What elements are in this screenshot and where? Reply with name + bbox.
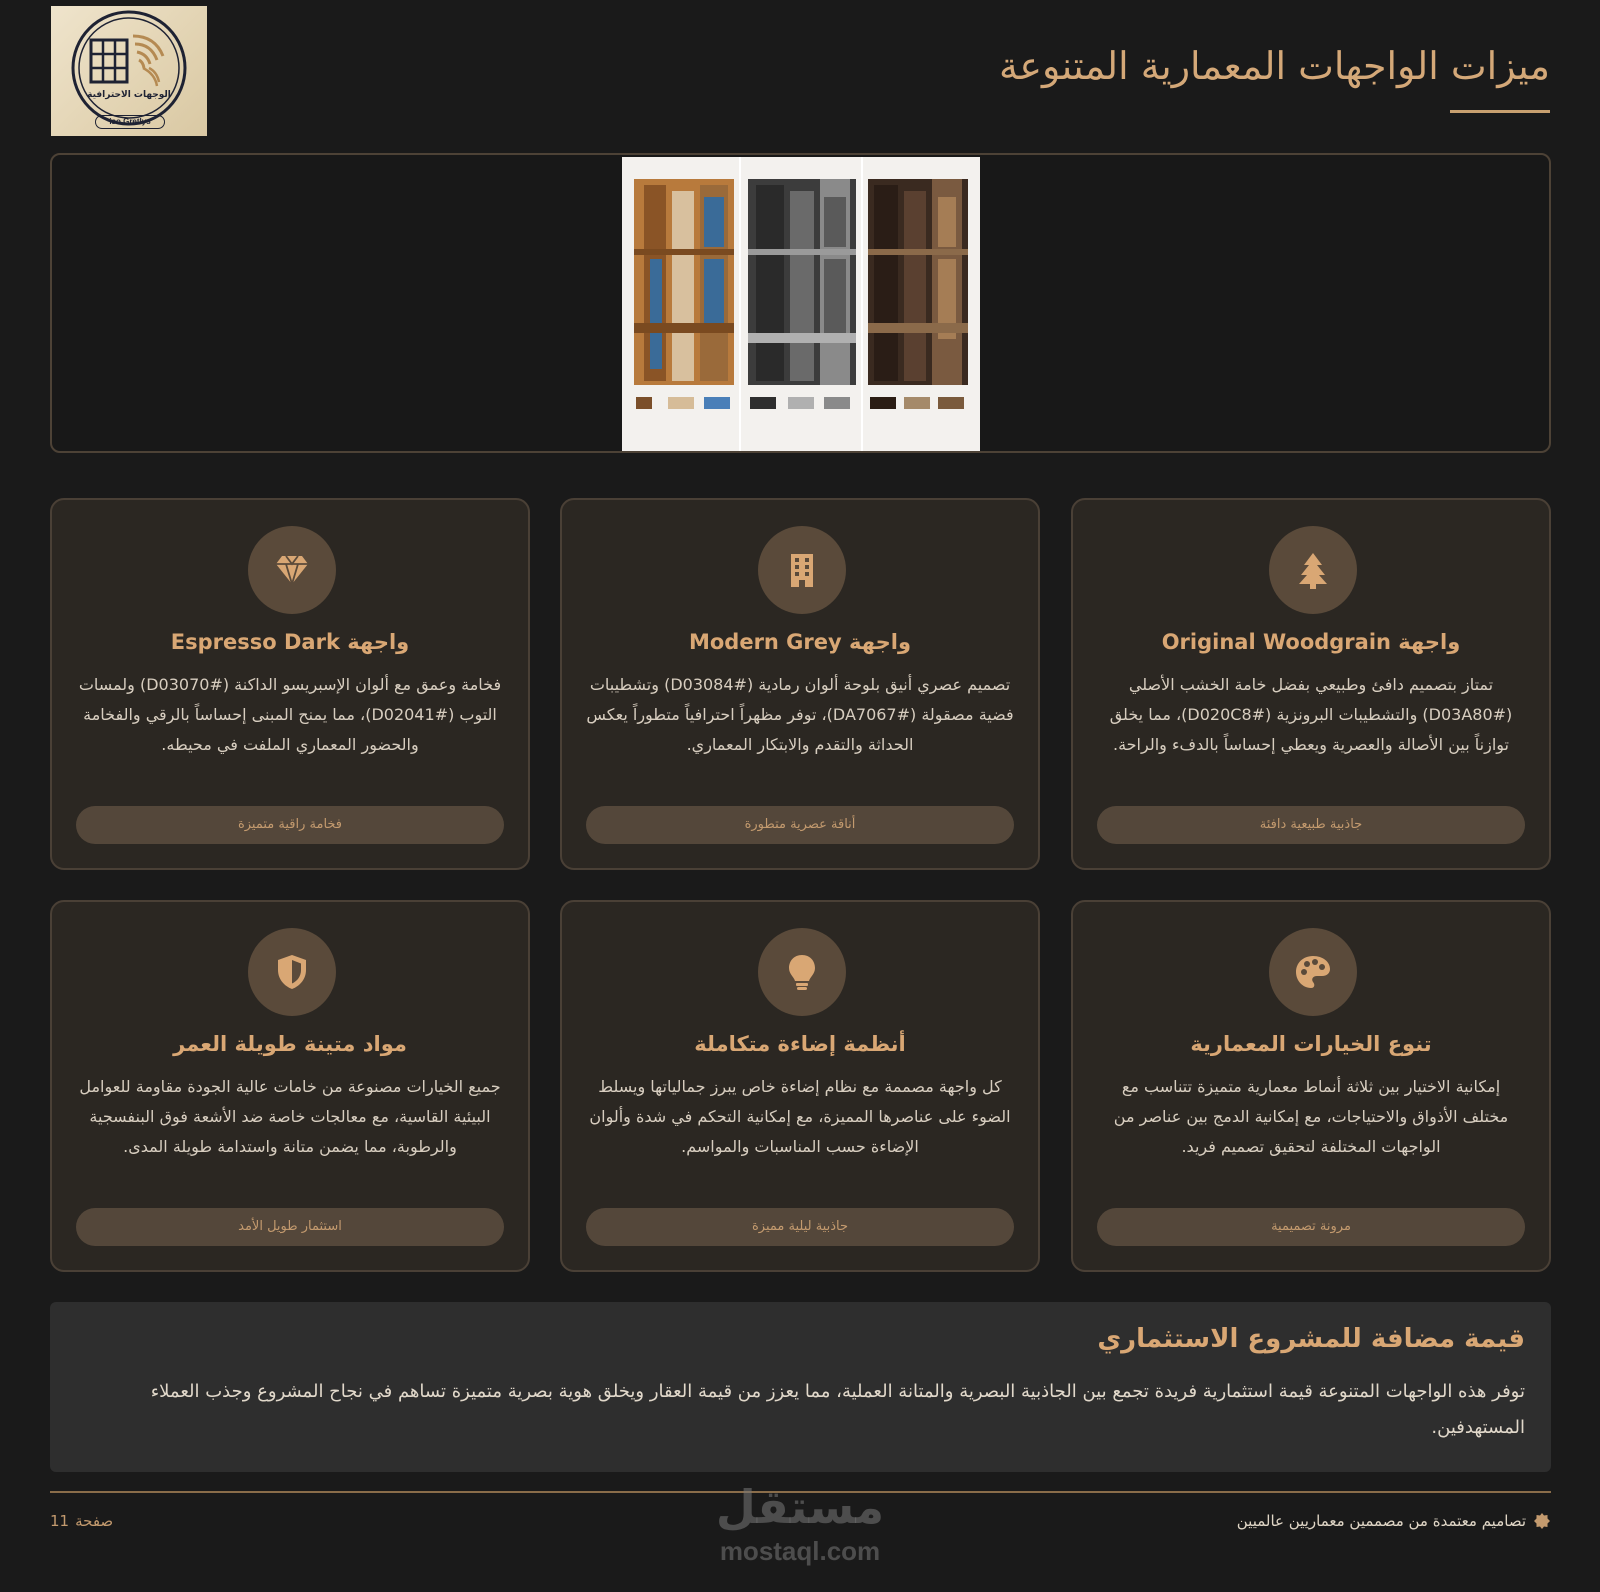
logo-english-text: iso Gretlys	[95, 115, 165, 129]
card-title: أنظمة إضاءة متكاملة	[694, 1032, 906, 1056]
card-tag: جاذبية ليلية مميزة	[586, 1208, 1014, 1246]
card-tag: مرونة تصميمية	[1097, 1208, 1525, 1246]
hero-banner	[50, 153, 1551, 453]
logo-arabic-text: الوجهات الاحترافية	[87, 90, 171, 100]
page-title: ميزات الواجهات المعمارية المتنوعة	[998, 44, 1550, 88]
card-text: إمكانية الاختيار بين ثلاثة أنماط معمارية متميزة تتناسب مع مختلف الأذواق والاحتياجات، مع إمكانية الدمج بين عناصر من الواجهات المختلفة لتحقيق تصميم فريد.	[1113, 1077, 1509, 1156]
tree-icon	[1293, 550, 1333, 590]
card-tag: أناقة عصرية متطورة	[586, 806, 1014, 844]
espresso-dark-facade	[868, 179, 968, 409]
icon-circle	[1269, 526, 1357, 614]
card-tag: استثمار طويل الأمد	[76, 1208, 504, 1246]
company-logo	[51, 6, 207, 136]
card-tag: جاذبية طبيعية دافئة	[1097, 806, 1525, 844]
card-title: واجهة Espresso Dark	[170, 630, 410, 654]
card-text: تصميم عصري أنيق بلوحة ألوان رمادية (#D03084) وتشطيبات فضية مصقولة (#DA7067)، توفر مظهراً احترافياً متطوراً يعكس الحداثة والتقدم والابتكار المعماري.	[586, 675, 1014, 754]
footer-note	[1237, 1512, 1550, 1530]
card-title: تنوع الخيارات المعمارية	[1190, 1032, 1432, 1056]
card-title: واجهة Original Woodgrain	[1161, 630, 1461, 654]
added-value-text: توفر هذه الواجهات المتنوعة قيمة استثمارية فريدة تجمع بين الجاذبية البصرية والمتانة العملية، مما يعزز من قيمة العقار ويخلق هوية بصرية متميزة تساهم في نجاح المشروع وجذب العملاء المستهدفين.	[150, 1381, 1525, 1438]
card-original-woodgrain	[1071, 498, 1551, 870]
icon-circle	[758, 928, 846, 1016]
badge-icon	[1534, 1513, 1550, 1529]
lightbulb-icon	[782, 952, 822, 992]
icon-circle	[248, 928, 336, 1016]
page-number: 11	[50, 1512, 70, 1530]
card-text: كل واجهة مصممة مع نظام إضاءة خاص يبرز جمالياتها ويسلط الضوء على عناصرها المميزة، مع إمكانية التحكم في شدة وألوان الإضاءة حسب المناسبات والمواسم.	[589, 1077, 1011, 1156]
card-text: فخامة وعمق مع ألوان الإسبريسو الداكنة (#D03070) ولمسات التوب (#D02041)، مما يمنح المبنى إحساساً بالرقي والفخامة والحضور المعماري الملفت في محيطه.	[78, 675, 502, 754]
card-tag: فخامة راقية متميزة	[76, 806, 504, 844]
added-value-section	[50, 1302, 1551, 1472]
page-indicator	[50, 1512, 113, 1530]
facade-options-image	[622, 157, 980, 453]
page-label: صفحة	[75, 1512, 114, 1530]
modern-grey-facade	[748, 179, 856, 409]
icon-circle	[758, 526, 846, 614]
palette-icon	[1293, 952, 1333, 992]
woodgrain-facade	[634, 179, 734, 409]
card-espresso-dark	[50, 498, 530, 870]
card-lighting-systems	[560, 900, 1040, 1272]
icon-circle	[248, 526, 336, 614]
card-architectural-variety	[1071, 900, 1551, 1272]
card-title: مواد متينة طويلة العمر	[173, 1032, 407, 1056]
watermark-english: mostaql.com	[719, 1536, 881, 1566]
card-text: تمتاز بتصميم دافئ وطبيعي بفضل خامة الخشب الأصلي (#D03A80) والتشطيبات البرونزية (#D020C8)، مما يخلق توازناً بين الأصالة والعصرية ويعطي إحساساً بالدفء والراحة.	[1109, 675, 1513, 754]
feature-cards-grid	[50, 498, 1551, 1272]
building-icon	[782, 550, 822, 590]
gem-icon	[272, 550, 312, 590]
shield-icon	[272, 952, 312, 992]
facade-illustration	[622, 157, 980, 453]
card-modern-grey	[560, 498, 1040, 870]
added-value-title: قيمة مضافة للمشروع الاستثماري	[1097, 1324, 1525, 1354]
watermark-arabic: مستقل	[715, 1480, 885, 1534]
header	[0, 0, 1600, 140]
card-text: جميع الخيارات مصنوعة من خامات عالية الجودة مقاومة للعوامل البيئية القاسية، مع معالجات خاصة ضد الأشعة فوق البنفسجية والرطوبة، مما يضمن متانة واستدامة طويلة المدى.	[79, 1077, 501, 1156]
card-durable-materials	[50, 900, 530, 1272]
icon-circle	[1269, 928, 1357, 1016]
title-underline	[1450, 110, 1550, 113]
footer-note-text: تصاميم معتمدة من مصممين معماريين عالميين	[1236, 1512, 1526, 1530]
watermark	[700, 1478, 900, 1584]
card-title: واجهة Modern Grey	[688, 630, 912, 654]
